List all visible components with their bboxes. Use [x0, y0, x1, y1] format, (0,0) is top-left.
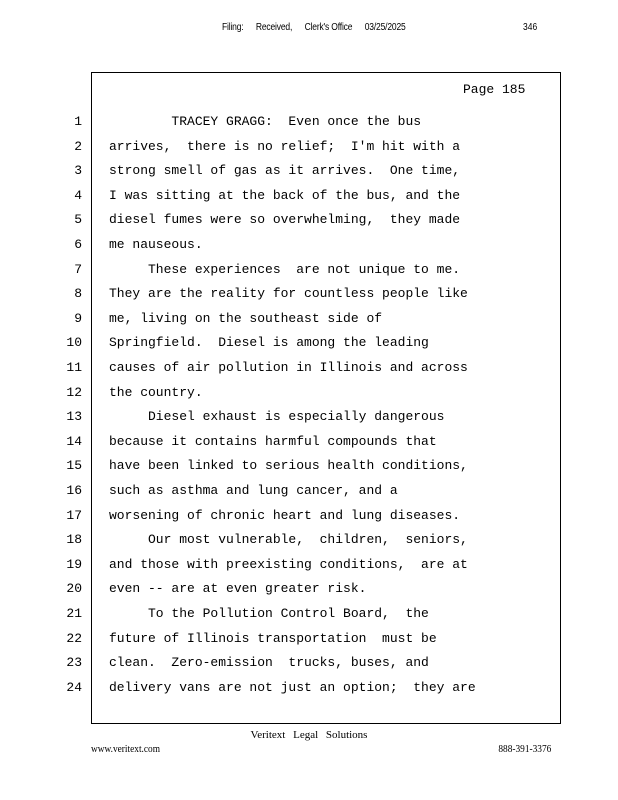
transcript-line: because it contains harmful compounds that [109, 433, 437, 449]
transcript-line: have been linked to serious health conditions, [109, 458, 468, 474]
line-number: 4 [74, 187, 82, 203]
line-number: 1 [74, 114, 82, 129]
line-number: 10 [66, 335, 82, 351]
transcript-line: me, living on the southeast side of [109, 310, 383, 326]
footer-phone: 888-391-3376 [498, 743, 551, 755]
transcript-line: I was sitting at the back of the bus, and the [109, 187, 461, 203]
line-number: 22 [66, 630, 82, 646]
line-number: 7 [74, 261, 82, 277]
footer-company: Veritext Legal Solutions [250, 729, 368, 741]
line-number: 9 [74, 310, 82, 326]
transcript-line: To the Pollution Control Board, the [109, 606, 429, 621]
line-number: 16 [66, 483, 82, 498]
transcript-line: even -- are at even greater risk. [109, 581, 367, 597]
line-number: 5 [74, 212, 82, 228]
transcript-line: the country. [109, 384, 203, 400]
transcript-line: Diesel exhaust is especially dangerous [109, 409, 445, 425]
line-number: 8 [74, 286, 82, 302]
line-number: 3 [74, 163, 82, 179]
filing-date: 03/25/2025 [364, 22, 406, 33]
transcript-line: worsening of chronic heart and lung diseases. [109, 507, 461, 523]
line-number: 13 [66, 409, 82, 425]
line-number: 20 [66, 581, 82, 597]
line-number: 12 [66, 384, 82, 400]
transcript-line: clean. Zero-emission trucks, buses, and [109, 655, 429, 671]
transcript-line: TRACEY GRAGG: Even once the bus [109, 114, 422, 129]
filing-page-number: 346 [523, 22, 538, 33]
transcript-line: Our most vulnerable, children, seniors, [109, 532, 468, 548]
transcript-line: future of Illinois transportation must be [109, 630, 437, 646]
transcript-line: such as asthma and lung cancer, and a [109, 483, 398, 498]
transcript-line: These experiences are not unique to me. [109, 261, 461, 277]
transcript-line: They are the reality for countless people like [109, 286, 468, 302]
line-number: 21 [66, 606, 82, 621]
line-number: 19 [66, 556, 82, 572]
line-number: 14 [66, 433, 82, 449]
filing-header [222, 22, 416, 33]
line-number: 24 [66, 679, 82, 695]
line-number: 23 [66, 655, 82, 671]
transcript-line: and those with preexisting conditions, are at [109, 556, 468, 572]
transcript-line: arrives, there is no relief; I'm hit with a [109, 138, 461, 154]
transcript-line: Springfield. Diesel is among the leading [109, 335, 429, 351]
line-number: 2 [74, 138, 82, 154]
line-number: 6 [74, 237, 82, 252]
transcript-page-label: Page 185 [463, 82, 526, 97]
transcript-line: me nauseous. [109, 237, 203, 252]
transcript-line: strong smell of gas as it arrives. One time, [109, 163, 461, 179]
line-number: 18 [66, 532, 82, 548]
clerk-office-label: Clerk's Office [304, 22, 353, 33]
transcript-line: delivery vans are not just an option; they are [109, 679, 476, 695]
line-number: 17 [66, 507, 82, 523]
received-label: Received, [255, 22, 293, 33]
transcript-line: diesel fumes were so overwhelming, they made [109, 212, 461, 228]
transcript-line: causes of air pollution in Illinois and across [109, 360, 468, 375]
footer-website: www.veritext.com [91, 743, 160, 755]
line-number: 11 [66, 360, 82, 375]
line-number: 15 [66, 458, 82, 474]
filing-label: Filing: [222, 22, 244, 33]
